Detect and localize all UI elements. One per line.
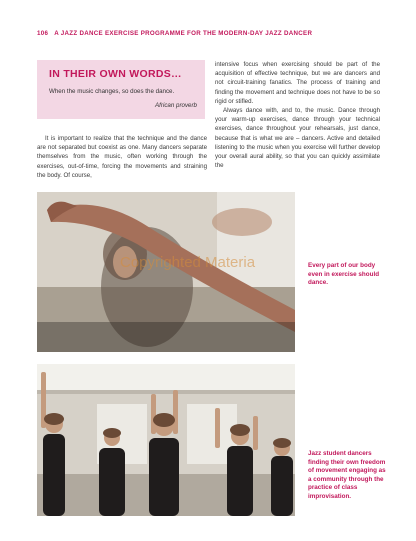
- quote-box: [37, 60, 205, 119]
- photo-dance-class: [37, 364, 295, 516]
- right-column: [215, 60, 380, 170]
- watermark: Copyrighted Materia: [120, 254, 256, 271]
- right-paragraph-1: intensive focus when exercising should be part of the acquisition of effective technique, but we are dancers and not circuit-training fanatics. The process of training and finding the movement and technique does not have to be so rigid or stifled.: [215, 61, 380, 105]
- left-paragraph: It is important to realize that the technique and the dance are not separated but coexist as one. Many dancers separate themselves from the music, often working through the exercises, out-of-time, forcing the movements and straining the body. Of course,: [37, 135, 207, 179]
- caption-bottom: Jazz student dancers finding their own freedom of movement engaging as a community through the practice of class improvisation.: [308, 450, 386, 500]
- running-head: [37, 30, 377, 37]
- quote-text: When the music changes, so does the dance.: [49, 88, 175, 95]
- caption-top: Every part of our body even in exercise should dance.: [308, 262, 380, 287]
- quote-heading: IN THEIR OWN WORDS…: [49, 68, 182, 80]
- photo-dancer-arm: [37, 192, 295, 352]
- photo-dancer-arm-illustration: [37, 192, 295, 352]
- page-number: 106: [37, 30, 49, 37]
- running-head-title: A JAZZ DANCE EXERCISE PROGRAMME FOR THE MODERN-DAY JAZZ DANCER: [54, 30, 313, 37]
- right-paragraph-2: Always dance with, and to, the music. Dance through your warm-up exercises, dance through your technical exercises, dance throughout your rehearsals, just dance, because that is what we are – dancers. Active and detailed listening to the music when you exercise will further develop your overall aural ability, so that you can quickly assimilate the: [215, 107, 380, 170]
- photo-dance-class-illustration: [37, 364, 295, 516]
- left-column: [37, 134, 207, 180]
- quote-attribution: African proverb: [155, 102, 197, 109]
